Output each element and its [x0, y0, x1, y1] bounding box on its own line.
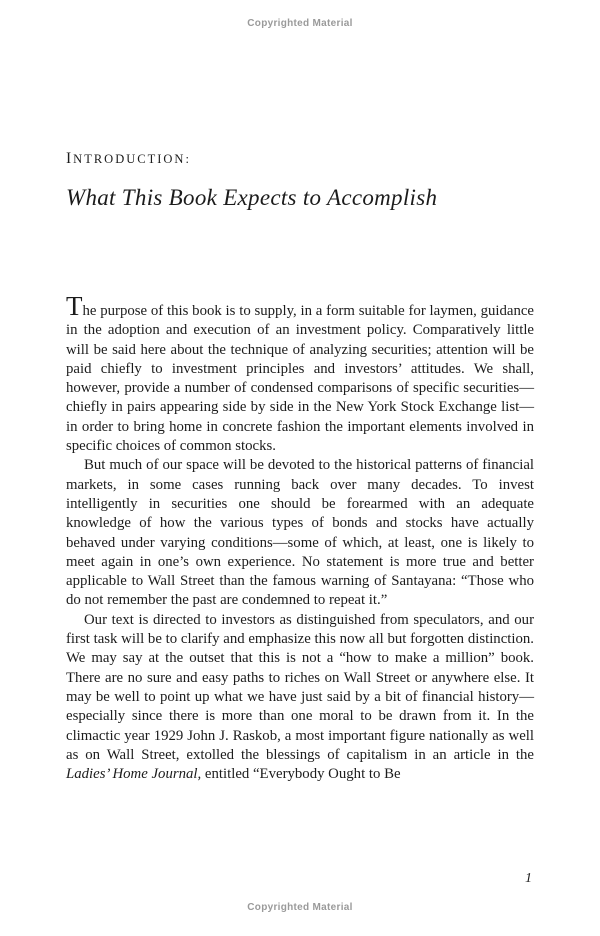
copyright-notice-bottom: Copyrighted Material — [247, 902, 353, 913]
section-label: INTRODUCTION: — [66, 150, 191, 167]
page-number: 1 — [525, 871, 532, 886]
paragraph-3-text: Our text is directed to investors as distinguished from speculators, and our first task will be to clarify and emphasize this now all but forgotten distinction. We may say at the outset that this is not a “how to make a million” book. There are no sure and easy paths to riches on Wall Street or anywhere else. It may be well to point up what we have just said by a bit of financial history—especially since there is more than one moral to be drawn from it. In the climactic year 1929 John J. Raskob, a most important figure nationally as well as on Wall Street, extolled the blessings of capitalism in an article in the — [66, 611, 534, 763]
paragraph-1 — [66, 291, 534, 456]
copyright-notice-top: Copyrighted Material — [247, 18, 353, 29]
paragraph-3 — [66, 611, 534, 785]
paragraph-2: But much of our space will be devoted to the historical patterns of financial markets, in some cases running back over many decades. To invest intelligently in securities one should be forearmed with an adequate knowledge of how the various types of bonds and stocks have actually behaved under varying conditions—some of which, at least, one is likely to meet again in one’s own experience. No statement is more true and better applicable to Wall Street than the famous warning of Santayana: “Those who do not remember the past are condemned to repeat it.” — [66, 457, 534, 609]
initial-cap: T — [66, 291, 83, 321]
chapter-title: What This Book Expects to Accomplish — [66, 185, 438, 210]
paragraph-3-text-after: entitled “Everybody Ought to Be — [201, 766, 401, 783]
page-content — [66, 150, 534, 784]
journal-title: Ladies’ Home Journal, — [66, 766, 202, 783]
paragraph-1-text: he purpose of this book is to supply, in a form suitable for laymen, guidance in the adoption and execution of an investment policy. Comparatively little will be said here about the technique of analyzing securities; attention will be paid chiefly to investment principles and investors’ attitudes. We shall, however, provide a number of condensed comparisons of specific securities—chiefly in pairs appearing side by side in the New York Stock Exchange list—in order to bring home in concrete fashion the important elements involved in specific choices of common stocks. — [66, 303, 534, 455]
